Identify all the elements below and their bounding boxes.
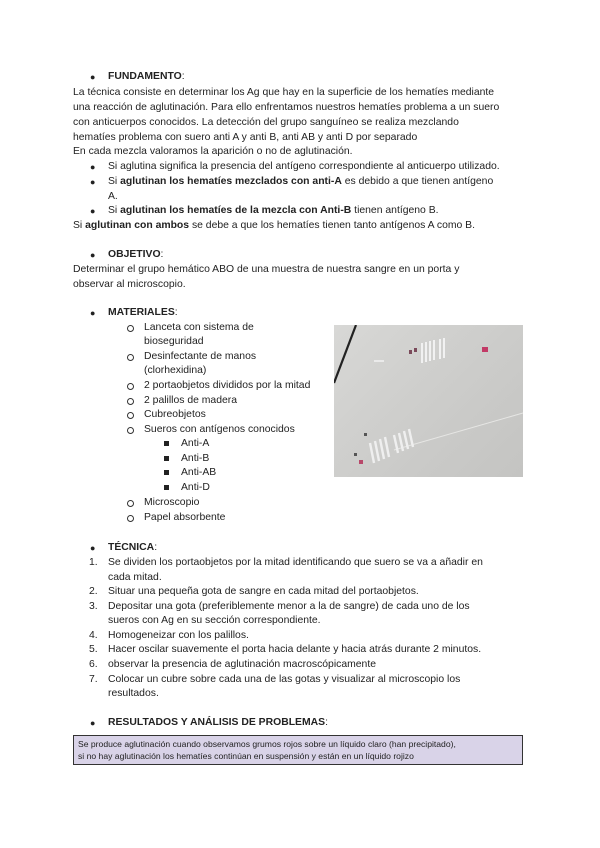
slide-edge-line bbox=[334, 325, 356, 383]
tecnica-step: Situar una pequeña gota de sangre en cada mitad del portaobjetos. bbox=[108, 586, 419, 597]
step-number: 3. bbox=[89, 601, 98, 612]
fundamento-line: La técnica consiste en determinar los Ag que hay en la superficie de los hematíes mediante bbox=[73, 87, 495, 98]
material-item: Microscopio bbox=[144, 497, 200, 508]
tecnica-step: Depositar una gota (preferiblemente menor a la de sangre) de cada uno de los bbox=[108, 601, 470, 612]
fundamento-line: con anticuerpos conocidos. La detección del grupo sanguíneo se realiza mezclando bbox=[73, 117, 459, 128]
bullet-icon: ● bbox=[90, 162, 96, 172]
objetivo-line: observar al microscopio. bbox=[73, 279, 186, 290]
step-number: 6. bbox=[89, 659, 98, 670]
tecnica-step: Homogeneizar con los palillos. bbox=[108, 630, 249, 641]
bullet-icon: ● bbox=[90, 177, 96, 187]
hollow-bullet-icon bbox=[127, 398, 134, 405]
fundamento-heading: FUNDAMENTO: bbox=[108, 71, 185, 82]
fundamento-bullet-2-cont: A. bbox=[108, 191, 118, 202]
suero-item: Anti-AB bbox=[181, 467, 217, 478]
tecnica-step: Se dividen los portaobjetos por la mitad identificando que suero se va a añadir en bbox=[108, 557, 483, 568]
tecnica-step: Hacer oscilar suavemente el porta hacia delante y hacia atrás durante 2 minutos. bbox=[108, 644, 482, 655]
fundamento-line: hematíes problema con suero anti A y anti B, anti AB y anti D por separado bbox=[73, 132, 418, 143]
results-line: Se produce aglutinación cuando observamos grumos rojos sobre un líquido claro (han precipitado), bbox=[78, 739, 456, 749]
step-number: 4. bbox=[89, 630, 98, 641]
tecnica-step-cont: cada mitad. bbox=[108, 572, 162, 583]
material-item: Cubreobjetos bbox=[144, 409, 206, 420]
objetivo-heading: OBJETIVO: bbox=[108, 249, 164, 260]
bullet-icon: ● bbox=[90, 250, 96, 260]
material-item: 2 palillos de madera bbox=[144, 395, 237, 406]
bullet-icon: ● bbox=[90, 718, 96, 728]
materiales-heading: MATERIALES: bbox=[108, 307, 178, 318]
square-bullet-icon bbox=[164, 456, 169, 461]
fundamento-bullet-1: Si aglutina significa la presencia del antígeno correspondiente al anticuerpo utilizado. bbox=[108, 161, 500, 172]
slides-photo bbox=[334, 325, 523, 477]
fundamento-line: En cada mezcla valoramos la aparición o no de aglutinación. bbox=[73, 146, 353, 157]
tecnica-step-cont: resultados. bbox=[108, 688, 159, 699]
hatched-wells-top bbox=[422, 338, 444, 363]
material-item: Papel absorbente bbox=[144, 512, 226, 523]
tecnica-step: Colocar un cubre sobre cada una de las gotas y visualizar al microscopio los bbox=[108, 674, 461, 685]
square-bullet-icon bbox=[164, 470, 169, 475]
fundamento-bullet-3: Si aglutinan los hematíes de la mezcla con Anti-B tienen antígeno B. bbox=[108, 205, 439, 216]
suero-item: Anti-D bbox=[181, 482, 210, 493]
material-item: Lanceta con sistema de bbox=[144, 322, 254, 333]
fundamento-bullet-2: Si aglutinan los hematíes mezclados con anti-A es debido a que tienen antígeno bbox=[108, 176, 494, 187]
material-item-cont: bioseguridad bbox=[144, 336, 204, 347]
slides-photo-drawing bbox=[334, 325, 523, 477]
label-marks-bottom bbox=[354, 433, 367, 464]
bullet-icon: ● bbox=[90, 308, 96, 318]
tecnica-step-cont: sueros con Ag en su sección correspondiente. bbox=[108, 615, 321, 626]
bullet-icon: ● bbox=[90, 543, 96, 553]
hollow-bullet-icon bbox=[127, 515, 134, 522]
hollow-bullet-icon bbox=[127, 325, 134, 332]
fundamento-line: una reacción de aglutinación. Para ello enfrentamos nuestros hematíes problema a un suero bbox=[73, 102, 500, 113]
hollow-bullet-icon bbox=[127, 383, 134, 390]
square-bullet-icon bbox=[164, 441, 169, 446]
material-item: Sueros con antígenos conocidos bbox=[144, 424, 295, 435]
step-number: 1. bbox=[89, 557, 98, 568]
hatched-wells-bottom bbox=[370, 429, 413, 463]
suero-item: Anti-B bbox=[181, 453, 210, 464]
hollow-bullet-icon bbox=[127, 354, 134, 361]
step-number: 5. bbox=[89, 644, 98, 655]
tecnica-step: observar la presencia de aglutinación macroscópicamente bbox=[108, 659, 376, 670]
resultados-heading: RESULTADOS Y ANÁLISIS DE PROBLEMAS: bbox=[108, 717, 328, 728]
tecnica-heading: TÉCNICA: bbox=[108, 542, 158, 553]
step-number: 2. bbox=[89, 586, 98, 597]
hollow-bullet-icon bbox=[127, 427, 134, 434]
bullet-icon: ● bbox=[90, 206, 96, 216]
suero-item: Anti-A bbox=[181, 438, 210, 449]
material-item: 2 portaobjetos divididos por la mitad bbox=[144, 380, 311, 391]
results-line: si no hay aglutinación los hematíes continúan en suspensión y están en un líquido rojizo bbox=[78, 751, 414, 761]
fundamento-conclusion: Si aglutinan con ambos se debe a que los hematíes tienen tanto antígenos A como B. bbox=[73, 220, 476, 231]
objetivo-line: Determinar el grupo hemático ABO de una muestra de nuestra sangre en un porta y bbox=[73, 264, 460, 275]
square-bullet-icon bbox=[164, 485, 169, 490]
results-box bbox=[73, 735, 523, 765]
step-number: 7. bbox=[89, 674, 98, 685]
material-item-cont: (clorhexidina) bbox=[144, 365, 207, 376]
bullet-icon: ● bbox=[90, 72, 96, 82]
hollow-bullet-icon bbox=[127, 412, 134, 419]
hollow-bullet-icon bbox=[127, 500, 134, 507]
material-item: Desinfectante de manos bbox=[144, 351, 257, 362]
